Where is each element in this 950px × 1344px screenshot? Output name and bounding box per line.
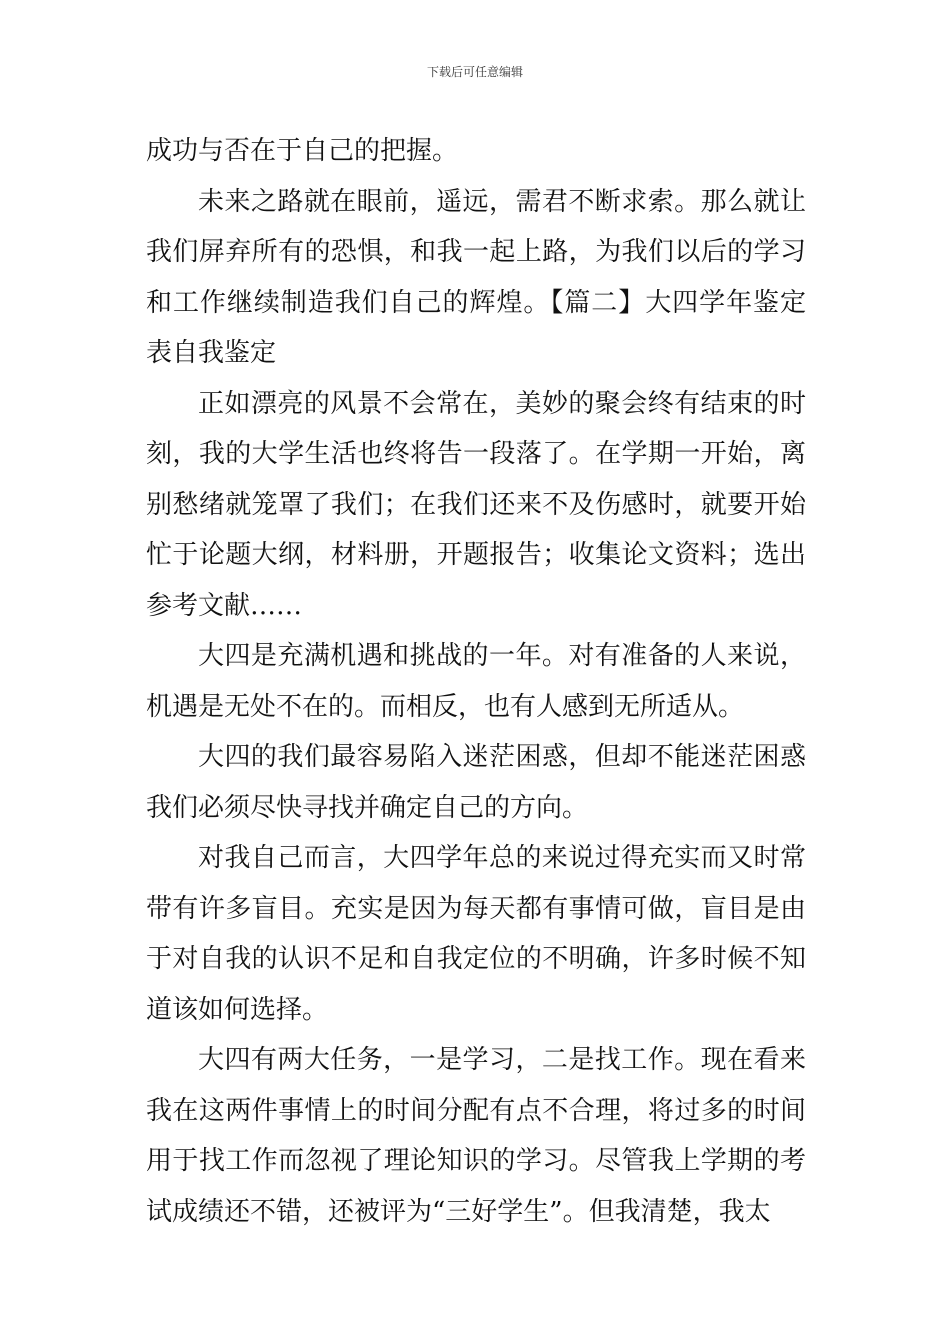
paragraph-4: 大四是充满机遇和挑战的一年。对有准备的人来说，机遇是无处不在的。而相反，也有人感到无所适从。	[146, 641, 806, 722]
paragraph-7: 大四有两大任务，一是学习，二是找工作。现在看来我在这两件事情上的时间分配有点不合理，将过多的时间用于找工作而忽视了理论知识的学习。尽管我上学期的考试成绩还不错，还被评为“三好学生”。但我清楚，我太	[146, 1045, 806, 1227]
page-header: 下载后可任意编辑	[426, 65, 523, 79]
paragraph-1: 成功与否在于自己的把握。	[146, 136, 459, 166]
document-body	[146, 126, 806, 1237]
paragraph-3: 正如漂亮的风景不会常在，美妙的聚会终有结束的时刻，我的大学生活也终将告一段落了。在学期一开始，离别愁绪就笼罩了我们；在我们还来不及伤感时，就要开始忙于论题大纲，材料册，开题报告；收集论文资料；选出参考文献……	[146, 388, 806, 621]
paragraph-6: 对我自己而言，大四学年总的来说过得充实而又时常带有许多盲目。充实是因为每天都有事情可做，盲目是由于对自我的认识不足和自我定位的不明确，许多时候不知道该如何选择。	[146, 843, 806, 1025]
paragraph-5: 大四的我们最容易陷入迷茫困惑，但却不能迷茫困惑我们必须尽快寻找并确定自己的方向。	[146, 742, 806, 823]
paragraph-2: 未来之路就在眼前，遥远，需君不断求索。那么就让我们屏弃所有的恐惧，和我一起上路，为我们以后的学习和工作继续制造我们自己的辉煌。【篇二】大四学年鉴定表自我鉴定	[146, 186, 806, 368]
